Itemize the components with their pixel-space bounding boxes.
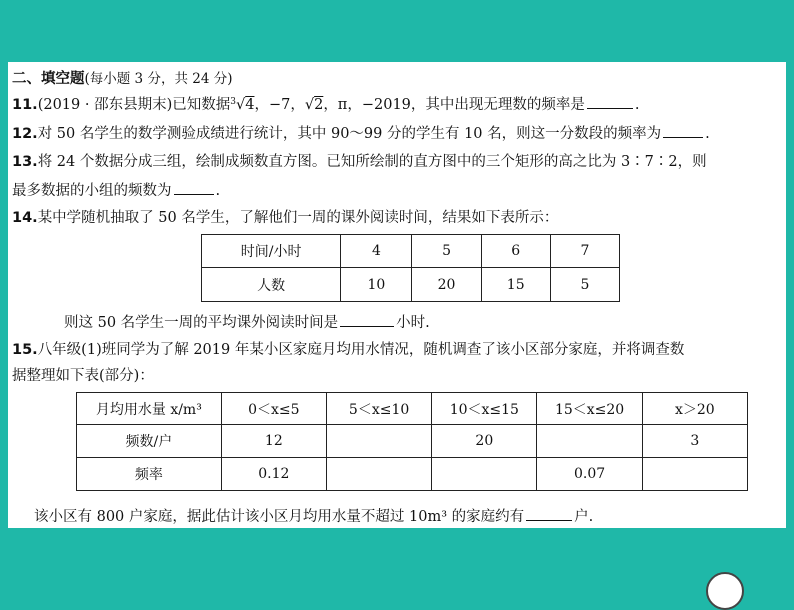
table-cell: 5	[412, 235, 481, 268]
question-number: 12.	[12, 126, 38, 142]
table-row	[202, 268, 620, 302]
question-12	[12, 123, 710, 144]
question-number: 13.	[12, 154, 38, 170]
column-header: 5＜x≤10	[326, 393, 431, 425]
question-11	[12, 94, 640, 115]
row-header: 时间/小时	[202, 235, 341, 268]
table-cell: 20	[432, 425, 537, 458]
table-cell: 6	[481, 235, 550, 268]
table-row	[77, 425, 748, 458]
answer-blank[interactable]	[663, 123, 703, 138]
table-cell: 4	[341, 235, 412, 268]
row-header: 频率	[77, 458, 222, 491]
reading-time-table	[201, 234, 620, 302]
table-cell: 0.12	[221, 458, 326, 491]
water-usage-table	[76, 392, 748, 491]
question-text: 户.	[574, 509, 594, 525]
question-text: (2019 · 邵东县期末)已知数据	[37, 97, 231, 113]
table-cell	[642, 458, 747, 491]
row-header: 人数	[202, 268, 341, 302]
question-text: .	[634, 97, 640, 113]
table-cell: 20	[412, 268, 481, 302]
table-row	[202, 235, 620, 268]
question-number: 15.	[12, 342, 38, 358]
question-text: .	[215, 183, 221, 199]
section-note: (每小题 3 分，共 24 分)	[84, 71, 233, 87]
table-cell: 3	[642, 425, 747, 458]
question-13	[12, 152, 707, 172]
radicand: 2	[314, 97, 324, 113]
table-cell: 7	[550, 235, 619, 268]
question-text: 最多数据的小组的频数为	[12, 183, 172, 199]
row-header: 月均用水量 x/m³	[77, 393, 222, 425]
radicand: 4	[245, 97, 255, 113]
column-header: 0＜x≤5	[221, 393, 326, 425]
question-15-continued	[12, 366, 154, 386]
table-cell: 10	[341, 268, 412, 302]
worksheet	[8, 62, 786, 528]
table-row	[77, 393, 748, 425]
table-cell: 5	[550, 268, 619, 302]
question-14-answer-line	[64, 312, 430, 333]
question-text: ，π，−2019，其中出现无理数的频率是	[323, 97, 585, 113]
section-title: 二、填空题	[12, 71, 85, 87]
table-cell	[432, 458, 537, 491]
square-root: √2	[304, 97, 324, 113]
table-row	[77, 458, 748, 491]
answer-blank[interactable]	[174, 180, 214, 195]
answer-blank[interactable]	[526, 506, 572, 521]
column-header: 15＜x≤20	[537, 393, 642, 425]
table-cell	[326, 425, 431, 458]
column-header: x＞20	[642, 393, 747, 425]
question-number: 14.	[12, 210, 38, 226]
question-text: 小时.	[396, 315, 430, 331]
answer-blank[interactable]	[340, 312, 394, 327]
decorative-circle-icon	[706, 572, 744, 610]
question-text: 对 50 名学生的数学测验成绩进行统计，其中 90～99 分的学生有 10 名，则这一分数段的频率为	[37, 126, 662, 142]
question-14	[12, 208, 558, 228]
question-15	[12, 340, 684, 360]
table-cell: 12	[221, 425, 326, 458]
root-index: 3	[230, 97, 236, 107]
question-13-continued	[12, 180, 220, 201]
question-text: 将 24 个数据分成三组，绘制成频数直方图。已知所绘制的直方图中的三个矩形的高之比为 3∶7∶2，则	[37, 154, 707, 170]
column-header: 10＜x≤15	[432, 393, 537, 425]
question-text: 则这 50 名学生一周的平均课外阅读时间是	[64, 315, 339, 331]
table-cell	[326, 458, 431, 491]
answer-blank[interactable]	[587, 94, 633, 109]
question-text: ，−7，	[254, 97, 305, 113]
table-cell: 15	[481, 268, 550, 302]
section-header	[12, 69, 232, 89]
question-number: 11.	[12, 97, 38, 113]
question-text: 某中学随机抽取了 50 名学生，了解他们一周的课外阅读时间，结果如下表所示：	[37, 210, 559, 226]
cube-root: $^3$√4	[230, 97, 255, 113]
table-cell	[537, 425, 642, 458]
question-15-answer-line	[34, 506, 593, 527]
question-text: 八年级(1)班同学为了解 2019 年某小区家庭月均用水情况，随机调查了该小区部分家庭，并将调查数	[37, 342, 685, 358]
table-cell: 0.07	[537, 458, 642, 491]
question-text: 该小区有 800 户家庭，据此估计该小区月均用水量不超过 10m³ 的家庭约有	[34, 509, 525, 525]
question-text: .	[705, 126, 710, 142]
row-header: 频数/户	[77, 425, 222, 458]
question-text: 据整理如下表(部分)：	[12, 368, 154, 384]
